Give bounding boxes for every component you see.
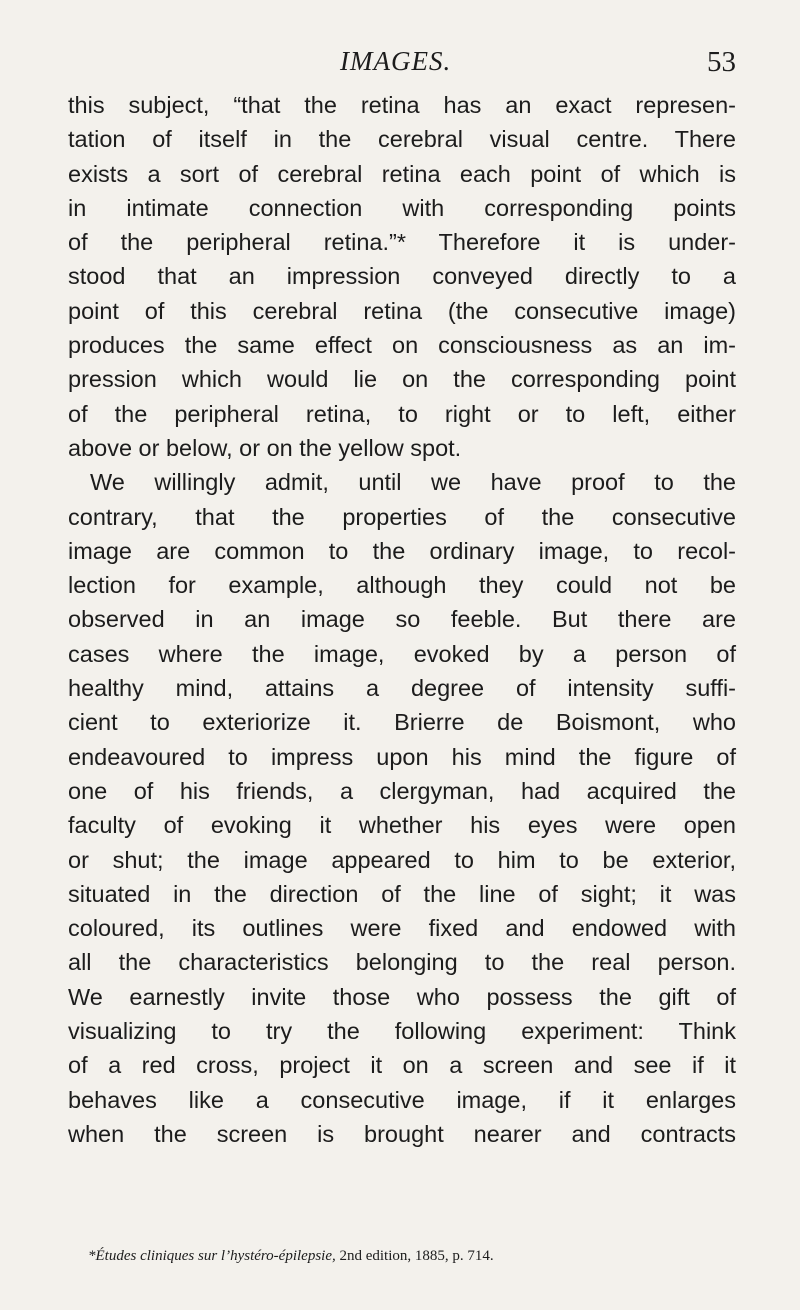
text-line: cient to exteriorize it. Brierre de Boismont, who — [68, 709, 736, 736]
footnote — [88, 1248, 738, 1265]
text-line: visualizing to try the following experiment: Think — [68, 1018, 736, 1045]
text-line: observed in an image so feeble. But there are — [68, 606, 736, 633]
text-line: situated in the direction of the line of sight; it was — [68, 880, 736, 907]
text-line: We earnestly invite those who possess the gift of — [68, 983, 736, 1010]
text-line: or shut; the image appeared to him to be exterior, — [68, 846, 736, 873]
text-line: in intimate connection with corresponding points — [68, 194, 736, 221]
text-line: of a red cross, project it on a screen and see if it — [68, 1052, 736, 1079]
page-header — [68, 46, 736, 86]
text-line: faculty of evoking it whether his eyes were open — [68, 812, 736, 839]
text-line: cases where the image, evoked by a person of — [68, 640, 736, 667]
text-line: behaves like a consecutive image, if it enlarges — [68, 1086, 736, 1113]
text-line: healthy mind, attains a degree of intensity suffi- — [68, 675, 736, 702]
text-line: image are common to the ordinary image, to recol- — [68, 537, 736, 564]
text-line: point of this cerebral retina (the consecutive image) — [68, 297, 736, 324]
text-line: We willingly admit, until we have proof to the — [90, 469, 736, 496]
running-title: IMAGES. — [340, 46, 452, 76]
text-line: all the characteristics belonging to the real person. — [68, 949, 736, 976]
text-line: lection for example, although they could not be — [68, 572, 736, 599]
text-line: produces the same effect on consciousness as an im- — [68, 332, 736, 359]
text-line: exists a sort of cerebral retina each point of which is — [68, 160, 736, 187]
text-line: when the screen is brought nearer and contracts — [68, 1120, 736, 1147]
text-line: above or below, or on the yellow spot. — [68, 434, 462, 461]
text-line: this subject, “that the retina has an exact represen- — [68, 92, 736, 118]
footnote-citation: *Études cliniques sur l’hystéro-épilepsie, — [88, 1248, 336, 1264]
text-line: stood that an impression conveyed directly to a — [68, 263, 736, 290]
text-line: of the peripheral retina, to right or to left, either — [68, 400, 736, 427]
text-line: pression which would lie on the corresponding point — [68, 366, 736, 393]
text-line: of the peripheral retina.”* Therefore it is under- — [68, 229, 736, 256]
paragraph — [68, 465, 736, 1151]
text-line: one of his friends, a clergyman, had acquired the — [68, 777, 736, 804]
text-line: tation of itself in the cerebral visual centre. There — [68, 126, 736, 153]
footnote-details: 2nd edition, 1885, p. 714. — [335, 1248, 494, 1264]
text-line: contrary, that the properties of the consecutive — [68, 503, 736, 530]
body-text — [68, 88, 736, 1151]
paragraph — [68, 88, 736, 465]
text-line: endeavoured to impress upon his mind the figure of — [68, 743, 736, 770]
text-line: coloured, its outlines were fixed and endowed with — [68, 915, 736, 942]
page-number: 53 — [707, 46, 736, 78]
